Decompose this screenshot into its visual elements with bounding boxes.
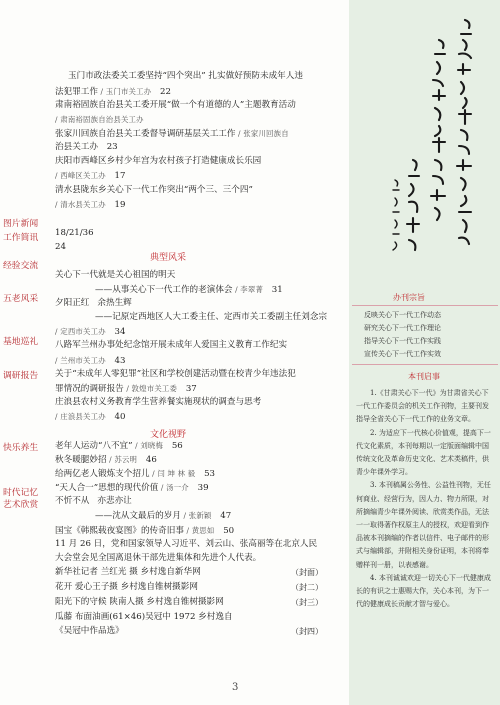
cover-credit xyxy=(55,567,201,578)
entry-author: / 兰州市关工办 xyxy=(55,356,106,365)
entry-title: 治县关工办 xyxy=(55,142,98,152)
cover-caption: 新华社记者 兰红光 摄 乡村逸自新华网 xyxy=(55,567,201,577)
category-label: 五老风采 xyxy=(3,294,39,304)
entry-title: 18/21/36 xyxy=(55,228,94,238)
notice-paragraph: 2. 为适应下一代核心价值观，提高下一代文化素质，本刊每期以一定版面编辑中国传统文化及革命历史文化、艺术类稿件，供青少年课外学习。 xyxy=(356,428,491,477)
entry-title: 秋冬暖腿妙招 xyxy=(55,455,107,465)
entry-page: 19 xyxy=(111,200,126,210)
entry-page: 39 xyxy=(194,483,209,493)
entry-title: ——从事关心下一代工作的老演体会 xyxy=(95,285,233,295)
entry-title: ——记原定西地区人大工委主任、定西市关工委副主任刘念宗 xyxy=(95,312,328,322)
toc-entry xyxy=(55,170,125,182)
toc-entry xyxy=(55,496,132,507)
toc-entry xyxy=(95,510,231,522)
entry-author: / 定西市关工办 xyxy=(55,327,106,336)
notice-text xyxy=(356,387,494,611)
entry-title: 国宝《韩熙载夜宴图》的传奇旧事 xyxy=(55,526,184,536)
entry-author: / 汤一介 xyxy=(158,483,189,492)
toc-entry xyxy=(55,355,125,367)
toc-entry xyxy=(55,298,132,309)
cover-tag: （封二） xyxy=(291,583,323,592)
divider xyxy=(352,305,498,306)
cover-tag: （封面） xyxy=(291,568,323,577)
category-label: 图片新闻 xyxy=(3,219,39,229)
cover-caption: 瓜藤 布面油画(61×46)吴冠中 1972 乡村逸自 xyxy=(55,612,233,622)
category-label: 调研报告 xyxy=(3,371,39,381)
cover-credit xyxy=(55,612,233,623)
entry-author: / 张新颖 xyxy=(180,511,212,520)
entry-title: “天人合一”思想的现代价值 xyxy=(55,483,159,493)
cover-caption: 阳光下的守候 陕南人摄 乡村逸自锥树摄影网 xyxy=(55,597,224,607)
toc-entry xyxy=(68,71,303,82)
entry-title: 老年人运动“八不宜” xyxy=(55,441,133,451)
notice-paragraph: 1.《甘肃关心下一代》为甘肃省关心下一代工作委员会的机关工作刊物，主要刊发指导全省关心下一代工作的业务文章。 xyxy=(356,389,489,424)
entry-title: 11 月 26 日，党和国家领导人习近平、刘云山、张高丽等在北京人民 xyxy=(55,539,318,549)
calligraphy-inscription xyxy=(373,10,477,272)
entry-page: 17 xyxy=(111,171,126,181)
section-heading: 文化视野 xyxy=(150,430,187,440)
cover-credit xyxy=(55,582,198,593)
toc-entry xyxy=(55,468,215,480)
entry-page: 43 xyxy=(111,356,126,366)
entry-author: / 闫 坤 林 毅 xyxy=(149,469,196,478)
page-number: 3 xyxy=(232,682,239,693)
category-label: 时代记忆 xyxy=(3,488,39,498)
entry-page: 46 xyxy=(143,455,157,465)
cover-credit xyxy=(55,626,124,637)
entry-page: 53 xyxy=(201,469,216,479)
toc-entry xyxy=(55,482,209,494)
category-label: 经验交流 xyxy=(3,261,39,271)
toc-entry xyxy=(55,454,157,466)
toc-entry xyxy=(55,539,317,550)
notice-title: 本刊启事 xyxy=(408,372,440,381)
cover-caption: 花开 爱心王子摄 乡村逸自锥树摄影网 xyxy=(55,582,198,592)
toc-entry xyxy=(55,185,253,196)
entry-page: 34 xyxy=(111,327,126,337)
entry-author: / 肃南裕固族自治县关工办 xyxy=(55,115,144,124)
entry-author: / 苏云明 xyxy=(106,455,138,464)
category-label: 艺术欣赏 xyxy=(3,500,39,510)
toc-entry xyxy=(55,228,94,239)
entry-title-part: 余热生辉 xyxy=(97,298,132,308)
entry-title: 夕阳正红 xyxy=(55,298,90,308)
toc-entry xyxy=(55,128,289,140)
entry-author: / 玉门市关工办 xyxy=(97,87,152,96)
entry-page: 56 xyxy=(169,441,183,451)
entry-page: 40 xyxy=(111,412,126,422)
entry-title: 大会堂会见全国离退休干部先进集体和先进个人代表。 xyxy=(55,553,262,563)
cover-tag: （封三） xyxy=(291,598,323,607)
entry-title: ——沈从文最后的岁月 xyxy=(95,511,181,521)
toc-entry xyxy=(55,383,197,395)
mission-item: 指导关心下一代工作实践 xyxy=(364,337,441,345)
entry-author: / 清水县关工办 xyxy=(55,200,106,209)
entry-page: 37 xyxy=(183,384,197,394)
entry-author: / 李翠菁 xyxy=(232,285,264,294)
toc-entry xyxy=(55,553,261,564)
toc-entry xyxy=(55,142,118,153)
entry-page: 22 xyxy=(157,87,171,97)
toc-entry xyxy=(55,369,296,380)
entry-title: 肃南裕固族自治县关工委开展“做一个有道德的人”主题教育活动 xyxy=(55,100,296,110)
entry-author: / 黄思如 xyxy=(183,526,215,535)
category-label: 工作简讯 xyxy=(3,233,39,243)
toc-entry xyxy=(55,340,287,351)
entry-page: 23 xyxy=(103,142,118,152)
entry-title: 庄浪县农村义务教育学生营养餐实施现状的调查与思考 xyxy=(55,397,262,407)
entry-author: / 敦煌市关工委 xyxy=(123,384,178,393)
entry-author: / 张家川回族自 xyxy=(235,129,289,138)
entry-author: / 庄浪县关工办 xyxy=(55,412,106,421)
cover-credit xyxy=(55,597,224,608)
entry-title: 关于“未成年人零犯罪”社区和学校创建活动暨在校青少年违法犯 xyxy=(55,369,296,379)
toc-entry xyxy=(55,270,175,281)
entry-title-part: 亦悲亦让 xyxy=(97,496,132,506)
entry-page: 31 xyxy=(269,285,283,295)
mission-item: 研究关心下一代工作理论 xyxy=(364,324,441,332)
notice-paragraph: 4. 本刊诚诚欢迎一切关心下一代健康成长的有识之士惠赐大作，关心本刊，为下一代的健康成长贡献才智与爱心。 xyxy=(356,573,491,609)
toc-entry xyxy=(95,312,327,323)
entry-title: 清水县陇东乡关心下一代工作突出“两个三、三个四” xyxy=(55,185,253,195)
cover-tag: （封四） xyxy=(291,627,323,636)
mission-title: 办刊宗旨 xyxy=(393,293,425,302)
entry-author: / 刘晓梅 xyxy=(132,441,164,450)
toc-entry xyxy=(55,86,171,98)
entry-page: 50 xyxy=(220,526,235,536)
toc-entry xyxy=(55,100,296,111)
toc-entry xyxy=(55,242,66,253)
toc-entry xyxy=(55,156,261,167)
toc-entry xyxy=(55,326,125,338)
toc-entry xyxy=(55,114,144,126)
entry-page: 47 xyxy=(217,511,232,521)
entry-title: 罪情况的调研报告 xyxy=(55,384,124,394)
toc-entry xyxy=(55,440,183,452)
toc-entry xyxy=(55,525,234,537)
entry-title: 给两亿老人锻炼支个招儿 xyxy=(55,469,150,479)
entry-title: 玉门市政法委关工委坚持“四个突出” 扎实做好预防未成年人违 xyxy=(68,71,303,81)
notice-paragraph: 3. 本刊稿属公务性、公益性刊物，无任何商业、经营行为，因人力、物力所限，对所摘编青少年课外阅读、欣赏类作品，无法一一取得著作权原主人的授权，欢迎看到作品被本刊摘编的作者以信件、电子邮件的形式与编辑部，并附相关身份证明，本刊将奉赠样刊一册，以表感谢。 xyxy=(356,481,491,569)
toc-entry xyxy=(55,199,125,211)
entry-title: 庆阳市西峰区乡村少年宫为农村孩子打造健康成长乐园 xyxy=(55,156,262,166)
toc-entry xyxy=(55,411,125,423)
entry-title: 24 xyxy=(55,242,66,252)
cover-caption: 《吴冠中作品选》 xyxy=(55,626,124,636)
mission-item: 宣传关心下一代工作实效 xyxy=(364,350,441,358)
entry-title: 八路军兰州办事处纪念馆开展未成年人爱国主义教育工作纪实 xyxy=(55,340,288,350)
toc-entry xyxy=(95,284,283,296)
entry-title: 关心下一代就是关心祖国的明天 xyxy=(55,270,176,280)
entry-title: 不忻不从 xyxy=(55,496,90,506)
mission-item: 反映关心下一代工作动态 xyxy=(364,311,441,319)
toc-entry xyxy=(55,397,261,408)
entry-title: 张家川回族自治县关工委督导调研基层关工工作 xyxy=(55,129,236,139)
entry-author: / 西峰区关工办 xyxy=(55,171,106,180)
entry-title: 法犯罪工作 xyxy=(55,87,98,97)
section-heading: 典型风采 xyxy=(150,253,187,263)
divider xyxy=(352,364,498,365)
category-label: 基地巡礼 xyxy=(3,337,39,347)
category-label: 快乐养生 xyxy=(3,443,39,453)
